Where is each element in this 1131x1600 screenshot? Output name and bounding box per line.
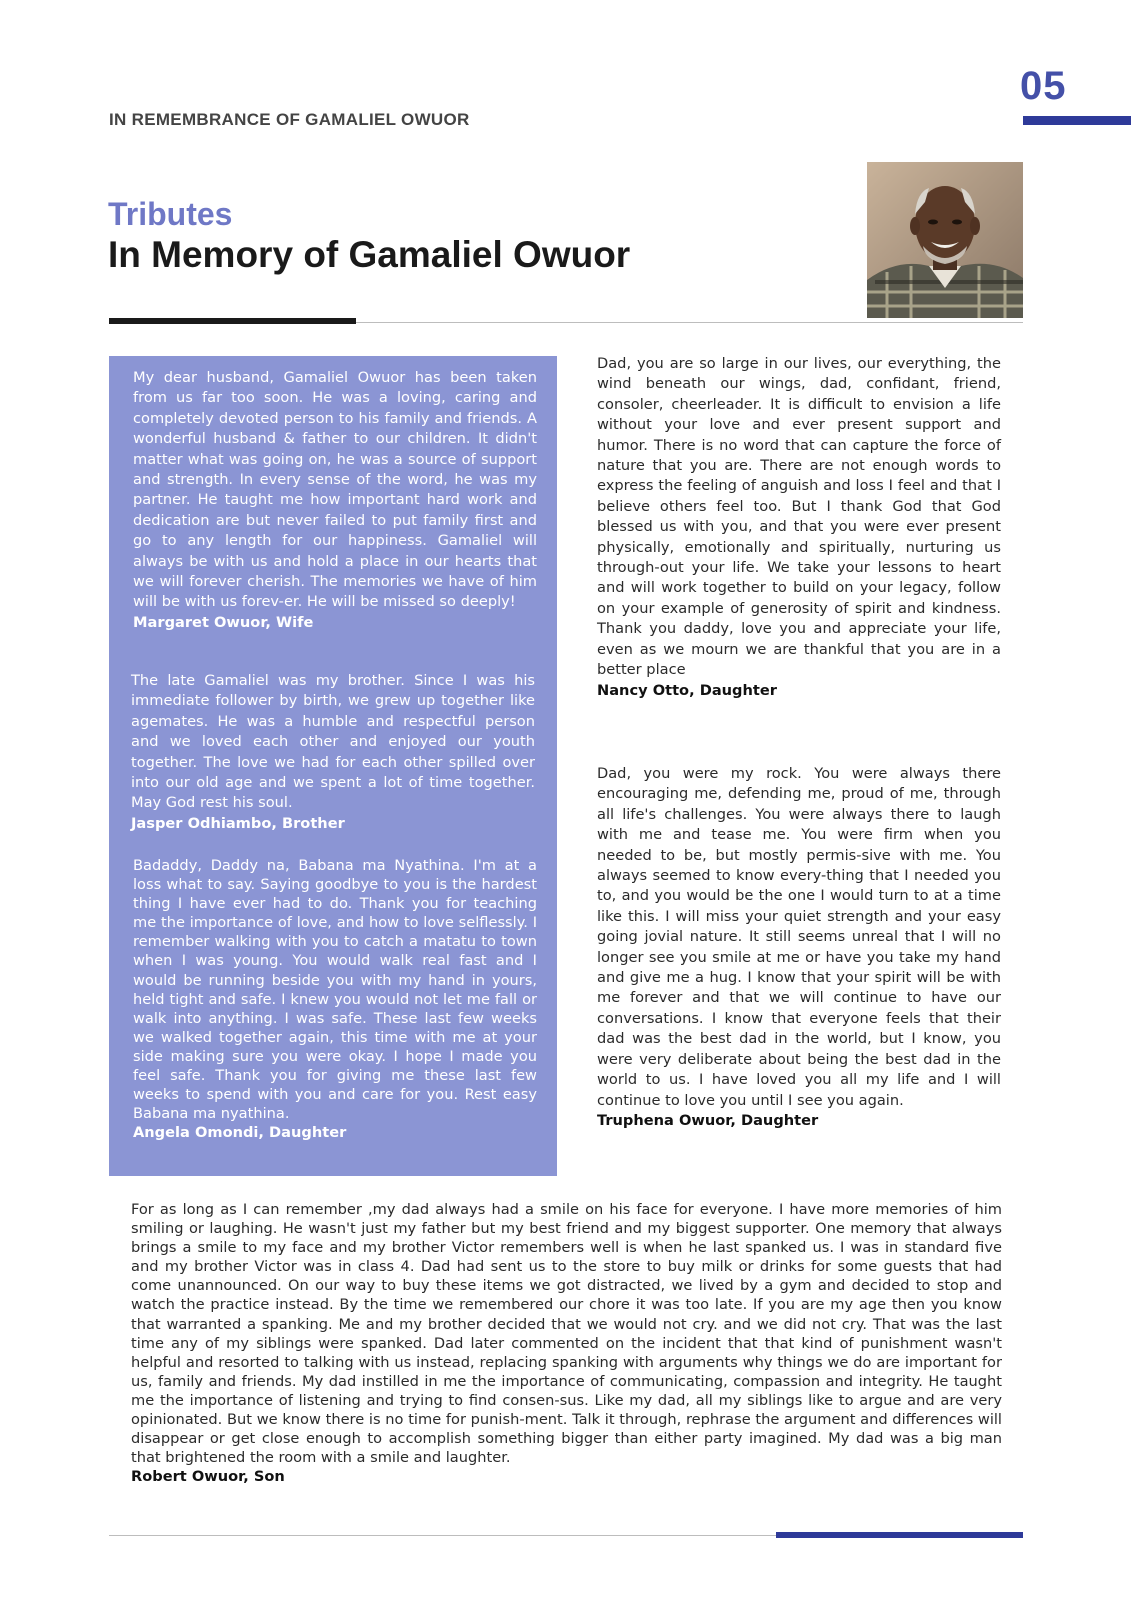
tribute-author: Truphena Owuor, Daughter <box>597 1111 819 1129</box>
page-title: In Memory of Gamaliel Owuor <box>108 234 631 275</box>
page-number-bar <box>1023 116 1131 125</box>
tribute-text: The late Gamaliel was my brother. Since I was his immediate follower by birth, we grew up together like agemates. He was a humble and respectful person and we loved each other and enjoyed our youth together. The love we had for each other spilled over into our old age and we spent a lot of time together. May God rest his soul. <box>131 672 535 812</box>
portrait-photo <box>867 162 1023 318</box>
tribute-nancy <box>597 354 1001 701</box>
tribute-angela <box>133 856 537 1142</box>
title-divider-thick <box>109 318 356 324</box>
tribute-text: Dad, you are so large in our lives, our everything, the wind beneath our wings, dad, confidant, friend, consoler, cheerleader. It is difficult to envision a life without your love and ever present support and humor. There is no word that can capture the force of nature that you are. There are not enough words to express the feeling of anguish and loss I feel and that I believe others feel too. But I thank God that God blessed us with you, and that you were ever present physically, emotionally and spiritually, nurturing us through-out your life. We take your lessons to heart and will work together to build on your legacy, follow on your example of generosity of spirit and kindness. Thank you daddy, love you and appreciate your life, even as we mourn we are thankful that you are in a better place <box>597 355 1001 679</box>
tribute-author: Margaret Owuor, Wife <box>133 613 314 631</box>
page-number: 05 <box>1020 64 1067 108</box>
footer-divider-thick <box>776 1532 1023 1538</box>
running-header: IN REMEMBRANCE OF GAMALIEL OWUOR <box>109 110 470 129</box>
tribute-jasper <box>131 671 535 834</box>
footer-divider-thin <box>109 1535 776 1536</box>
section-label: Tributes <box>108 196 233 232</box>
tribute-author: Robert Owuor, Son <box>131 1468 285 1486</box>
tribute-author: Angela Omondi, Daughter <box>133 1124 347 1142</box>
title-divider-thin <box>356 322 1023 323</box>
tribute-margaret <box>133 368 537 633</box>
tribute-robert <box>131 1200 1002 1486</box>
tribute-truphena <box>597 764 1001 1131</box>
tribute-author: Nancy Otto, Daughter <box>597 681 777 699</box>
tribute-text: For as long as I can remember ,my dad always had a smile on his face for everyone. I have more memories of him smiling or laughing. He wasn't just my father but my best friend and my biggest supporter. One memory that always brings a smile to my face and my brother Victor remembers well is when he last spanked us. I was in standard five and my brother Victor was in class 4. Dad had sent us to the store to buy milk or drinks for some guests that had come unannounced. On our way to buy these items we got distracted, we lived by a gym and decided to stop and watch the practice instead. By the time we remembered our chore it was too late. If you are my age then you know that warranted a spanking. Me and my brother decided that we would not cry. and we did not cry. That was the last time any of my siblings were spanked. Dad later commented on the incident that that kind of punishment wasn't helpful and resorted to talking with us instead, replacing spanking with arguments why things we do are important for us, family and friends. My dad instilled in me the importance of communicating, compassion and integrity. He taught me the importance of listening and trying to find consen-sus. Like my dad, all my siblings like to argue and are very opinionated. But we know there is no time for punish-ment. Talk it through, rephrase the argument and differences will disappear or get close enough to accomplish something bigger than either party imagined. My dad was a big man that brightened the room with a smile and laughter. <box>131 1201 1002 1467</box>
tribute-text: My dear husband, Gamaliel Owuor has been taken from us far too soon. He was a loving, caring and completely devoted person to his family and friends. A wonderful husband & father to our children. It didn't matter what was going on, he was a source of support and strength. In every sense of the word, he was my partner. He taught me how important hard work and dedication are but never failed to put family first and go to any length for our happiness. Gamaliel will always be with us and hold a place in our hearts that we will forever cherish. The memories we have of him will be with us forev-er. He will be missed so deeply! <box>133 369 537 611</box>
tribute-author: Jasper Odhiambo, Brother <box>131 814 345 832</box>
tribute-text: Badaddy, Daddy na, Babana ma Nyathina. I'm at a loss what to say. Saying goodbye to you is the hardest thing I have ever had to do. Thank you for teaching me the importance of love, and how to love selflessly. I remember walking with you to catch a matatu to town when I was young. You would walk real fast and I would be running beside you with my hand in yours, held tight and safe. I knew you would not let me fall or walk into anything. I was safe. These last few weeks we walked together again, this time with me at your side making sure you were okay. I hope I made you feel safe. Thank you for giving me these last few weeks to spend with you and care for you. Rest easy Babana ma nyathina. <box>133 857 537 1123</box>
tribute-text: Dad, you were my rock. You were always there encouraging me, defending me, proud of me, through all life's challenges. You were always there to laugh with me and tease me. You were firm when you needed to be, but mostly permis-sive with me. You always seemed to know every-thing that I needed you to, and you would be the one I would turn to at a time like this. I will miss your quiet strength and your easy going jovial nature. It still seems unreal that I will no longer see you smile at me or have you take my hand and give me a hug. I know that your spirit will be with me forever and that we will continue to have our conversations. I know that everyone feels that their dad was the best dad in the world, but I know, you were very deliberate about being the best dad in the world to us. I have loved you all my life and I will continue to love you until I see you again. <box>597 765 1001 1109</box>
